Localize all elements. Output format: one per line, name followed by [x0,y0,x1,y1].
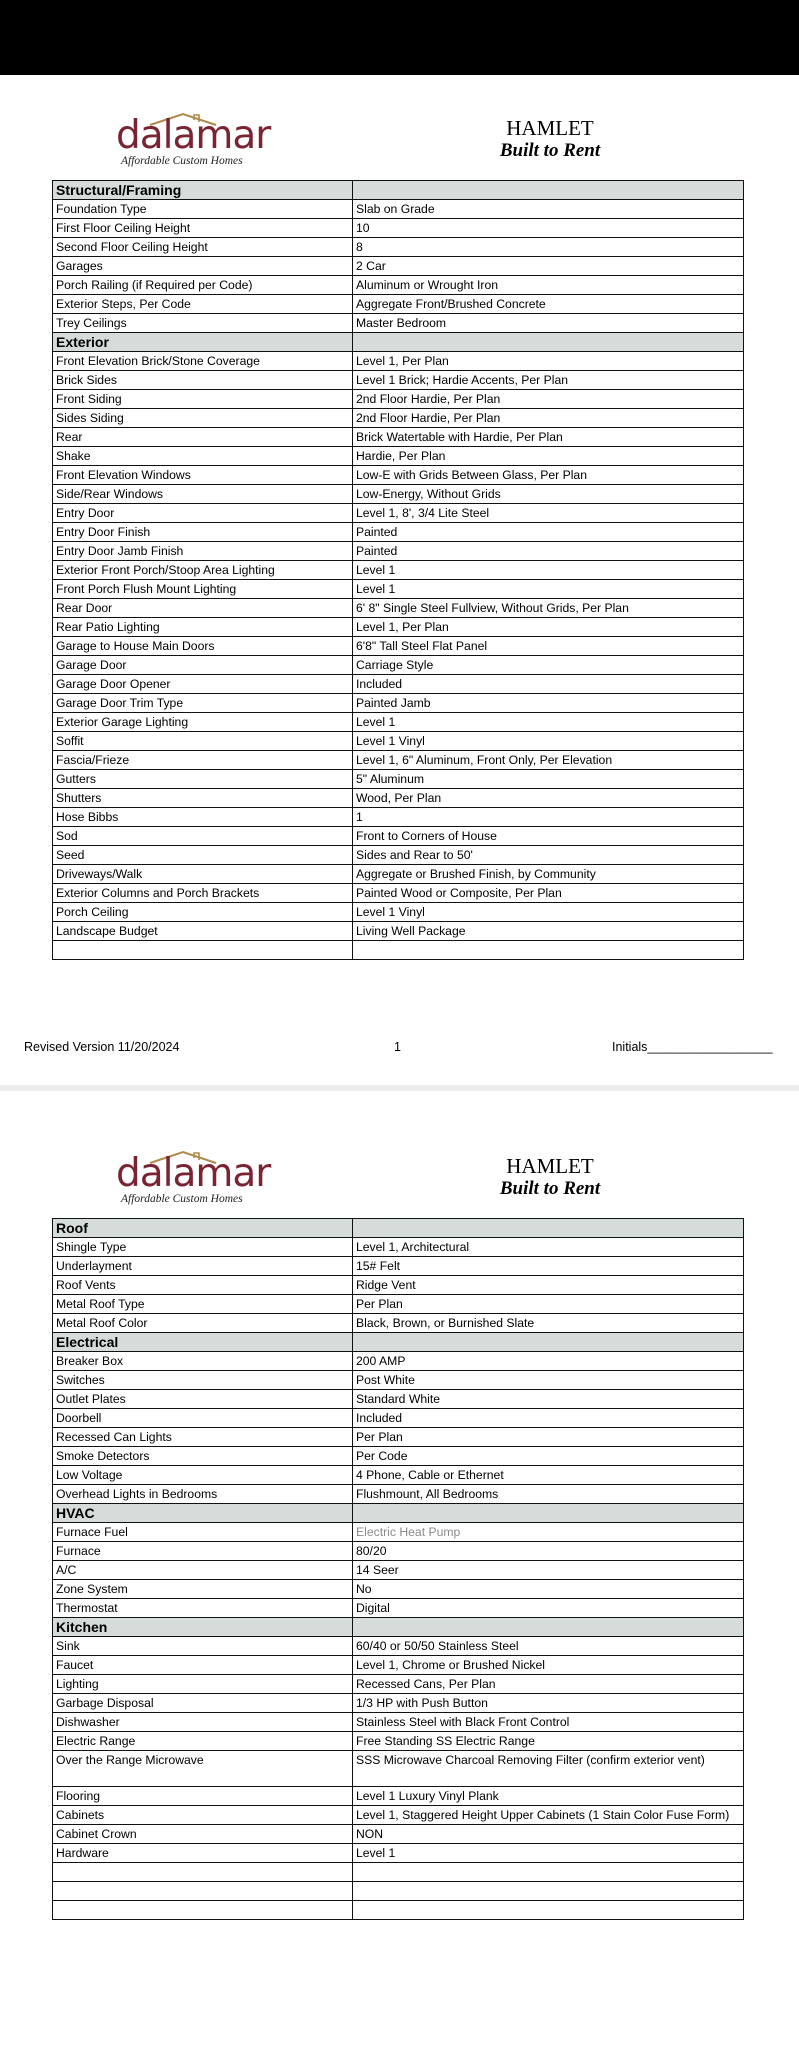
spec-value: Flushmount, All Bedrooms [353,1485,744,1504]
section-title: Structural/Framing [53,181,353,200]
spec-value: 10 [353,219,744,238]
spec-label: Shutters [53,789,353,808]
spec-label: Driveways/Walk [53,865,353,884]
spec-row [53,257,744,276]
spec-label: Entry Door [53,504,353,523]
spec-label: Cabinet Crown [53,1825,353,1844]
spec-label: Over the Range Microwave [53,1751,353,1787]
spec-row [53,561,744,580]
spec-value: Hardie, Per Plan [353,447,744,466]
spec-row [53,637,744,656]
dalamar-logo [116,1150,276,1210]
spec-row [53,1599,744,1618]
empty-cell [53,1901,353,1920]
spec-value: Level 1 Luxury Vinyl Plank [353,1787,744,1806]
spec-row [53,675,744,694]
section-header-row [53,1219,744,1238]
spec-row [53,1295,744,1314]
spec-value: Level 1, 6" Aluminum, Front Only, Per Elevation [353,751,744,770]
spec-value: Carriage Style [353,656,744,675]
spec-row [53,1825,744,1844]
spec-label: Rear [53,428,353,447]
spec-row [53,1732,744,1751]
spec-value: 1 [353,808,744,827]
spec-label: Fascia/Frieze [53,751,353,770]
spec-value: Level 1 [353,713,744,732]
spec-label: Garbage Disposal [53,1694,353,1713]
spec-row [53,1276,744,1295]
spec-label: Furnace [53,1542,353,1561]
page-number: 1 [394,1040,401,1054]
spec-row [53,732,744,751]
spec-value: Digital [353,1599,744,1618]
spec-value: Wood, Per Plan [353,789,744,808]
section-title: HVAC [53,1504,353,1523]
spec-value: 2nd Floor Hardie, Per Plan [353,390,744,409]
spec-row [53,903,744,922]
section-empty-cell [353,1333,744,1352]
spec-row [53,485,744,504]
spec-value: 1/3 HP with Push Button [353,1694,744,1713]
spec-label: Hose Bibbs [53,808,353,827]
spec-row [53,504,744,523]
spec-label: Garage to House Main Doors [53,637,353,656]
spec-value: Per Code [353,1447,744,1466]
empty-cell [53,1882,353,1901]
section-header-row [53,1618,744,1637]
blank-row [53,1901,744,1920]
spec-row [53,694,744,713]
spec-label: Gutters [53,770,353,789]
spec-row [53,599,744,618]
spec-value: Level 1 Vinyl [353,732,744,751]
spec-value: Painted Jamb [353,694,744,713]
spec-row [53,1806,744,1825]
spec-label: Breaker Box [53,1352,353,1371]
revised-version: Revised Version 11/20/2024 [24,1040,180,1054]
plan-name: HAMLET [506,116,594,140]
spec-label: Faucet [53,1656,353,1675]
spec-value: Electric Heat Pump [353,1523,744,1542]
spec-value: Included [353,1409,744,1428]
spec-label: Thermostat [53,1599,353,1618]
spec-label: Metal Roof Type [53,1295,353,1314]
section-header-row [53,333,744,352]
spec-label: Foundation Type [53,200,353,219]
logo-tagline: Affordable Custom Homes [121,1193,243,1205]
spec-value: Standard White [353,1390,744,1409]
spec-value: 60/40 or 50/50 Stainless Steel [353,1637,744,1656]
spec-label: Exterior Columns and Porch Brackets [53,884,353,903]
spec-label: Sink [53,1637,353,1656]
spec-value: Per Plan [353,1428,744,1447]
spec-row [53,656,744,675]
spec-row [53,865,744,884]
spec-row [53,1409,744,1428]
spec-label: Sod [53,827,353,846]
spec-label: Lighting [53,1675,353,1694]
spec-value: Recessed Cans, Per Plan [353,1675,744,1694]
spec-label: Recessed Can Lights [53,1428,353,1447]
spec-row [53,314,744,333]
spec-label: Garage Door Trim Type [53,694,353,713]
spec-label: Smoke Detectors [53,1447,353,1466]
plan-name: HAMLET [506,1154,594,1178]
spec-row [53,238,744,257]
spec-value: Level 1, Per Plan [353,618,744,637]
empty-cell [53,1863,353,1882]
spec-value: 5" Aluminum [353,770,744,789]
spec-label: Brick Sides [53,371,353,390]
spec-value: Front to Corners of House [353,827,744,846]
spec-value: Level 1, 8', 3/4 Lite Steel [353,504,744,523]
spec-value: Ridge Vent [353,1276,744,1295]
spec-label: A/C [53,1561,353,1580]
spec-row [53,1466,744,1485]
spec-table-page-2 [52,1218,744,1920]
spec-row [53,371,744,390]
empty-cell [353,941,744,960]
spec-label: Garages [53,257,353,276]
spec-row [53,922,744,941]
spec-row [53,1390,744,1409]
spec-row [53,1637,744,1656]
spec-label: Shingle Type [53,1238,353,1257]
spec-value: 8 [353,238,744,257]
spec-label: Electric Range [53,1732,353,1751]
spec-row [53,1656,744,1675]
section-empty-cell [353,1504,744,1523]
top-black-bar [0,0,799,75]
plan-header [480,116,620,162]
spec-label: Roof Vents [53,1276,353,1295]
spec-value: 15# Felt [353,1257,744,1276]
spec-value: Low-Energy, Without Grids [353,485,744,504]
spec-label: Metal Roof Color [53,1314,353,1333]
spec-value: Slab on Grade [353,200,744,219]
spec-label: Exterior Front Porch/Stoop Area Lighting [53,561,353,580]
spec-label: Underlayment [53,1257,353,1276]
spec-value: Free Standing SS Electric Range [353,1732,744,1751]
spec-row [53,1561,744,1580]
spec-row [53,770,744,789]
spec-label: Shake [53,447,353,466]
spec-row [53,1371,744,1390]
dalamar-logo [116,112,276,172]
spec-label: Doorbell [53,1409,353,1428]
spec-label: Furnace Fuel [53,1523,353,1542]
blank-row [53,941,744,960]
spec-label: Front Siding [53,390,353,409]
plan-subtitle: Built to Rent [499,140,601,161]
blank-row [53,1863,744,1882]
spec-row [53,1523,744,1542]
spec-label: Exterior Steps, Per Code [53,295,353,314]
spec-label: Side/Rear Windows [53,485,353,504]
spec-label: Landscape Budget [53,922,353,941]
spec-value: 6' 8" Single Steel Fullview, Without Grids, Per Plan [353,599,744,618]
plan-header [480,1154,620,1200]
spec-label: Front Porch Flush Mount Lighting [53,580,353,599]
spec-value: Low-E with Grids Between Glass, Per Plan [353,466,744,485]
spec-value: Stainless Steel with Black Front Control [353,1713,744,1732]
spec-label: Cabinets [53,1806,353,1825]
spec-value: Level 1, Architectural [353,1238,744,1257]
empty-cell [53,941,353,960]
spec-label: Rear Door [53,599,353,618]
section-title: Electrical [53,1333,353,1352]
spec-value: Brick Watertable with Hardie, Per Plan [353,428,744,447]
spec-row [53,751,744,770]
spec-row [53,789,744,808]
spec-value: Post White [353,1371,744,1390]
spec-label: Low Voltage [53,1466,353,1485]
section-title: Kitchen [53,1618,353,1637]
spec-row [53,1751,744,1787]
spec-row [53,1485,744,1504]
spec-value: Level 1 Brick; Hardie Accents, Per Plan [353,371,744,390]
spec-row [53,1542,744,1561]
spec-value: 2nd Floor Hardie, Per Plan [353,409,744,428]
empty-cell [353,1901,744,1920]
spec-row [53,276,744,295]
spec-value: NON [353,1825,744,1844]
spec-row [53,1447,744,1466]
spec-row [53,219,744,238]
page-separator [0,1085,799,1091]
spec-label: Exterior Garage Lighting [53,713,353,732]
spec-label: Outlet Plates [53,1390,353,1409]
spec-value: 14 Seer [353,1561,744,1580]
spec-value: Painted [353,542,744,561]
spec-label: Overhead Lights in Bedrooms [53,1485,353,1504]
spec-label: Zone System [53,1580,353,1599]
spec-row [53,542,744,561]
section-header-row [53,1504,744,1523]
spec-label: Entry Door Finish [53,523,353,542]
spec-row [53,713,744,732]
spec-row [53,618,744,637]
spec-value: Aluminum or Wrought Iron [353,276,744,295]
spec-label: Garage Door [53,656,353,675]
spec-value: Painted [353,523,744,542]
spec-value: Master Bedroom [353,314,744,333]
plan-subtitle: Built to Rent [499,1178,601,1199]
spec-row [53,390,744,409]
spec-label: Switches [53,1371,353,1390]
section-title: Roof [53,1219,353,1238]
spec-value: Level 1 Vinyl [353,903,744,922]
empty-cell [353,1882,744,1901]
spec-label: Trey Ceilings [53,314,353,333]
spec-row [53,1428,744,1447]
spec-label: Front Elevation Brick/Stone Coverage [53,352,353,371]
spec-row [53,1694,744,1713]
spec-value: Aggregate or Brushed Finish, by Community [353,865,744,884]
spec-value: 80/20 [353,1542,744,1561]
blank-row [53,1882,744,1901]
spec-value: Level 1, Per Plan [353,352,744,371]
spec-value: No [353,1580,744,1599]
spec-row [53,580,744,599]
spec-value: Level 1 [353,1844,744,1863]
spec-value: Aggregate Front/Brushed Concrete [353,295,744,314]
initials-line: Initials__________________ [612,1040,773,1054]
spec-value: Living Well Package [353,922,744,941]
spec-label: Hardware [53,1844,353,1863]
spec-row [53,1844,744,1863]
spec-label: Second Floor Ceiling Height [53,238,353,257]
spec-value: 200 AMP [353,1352,744,1371]
spec-label: Seed [53,846,353,865]
spec-value: Sides and Rear to 50' [353,846,744,865]
spec-table-page-1 [52,180,744,960]
spec-row [53,409,744,428]
spec-value: SSS Microwave Charcoal Removing Filter (confirm exterior vent) [353,1751,744,1787]
spec-row [53,846,744,865]
spec-value: 4 Phone, Cable or Ethernet [353,1466,744,1485]
spec-label: Flooring [53,1787,353,1806]
spec-row [53,352,744,371]
logo-wordmark: dalamar [116,113,271,158]
spec-label: Garage Door Opener [53,675,353,694]
spec-label: Porch Railing (if Required per Code) [53,276,353,295]
spec-label: Front Elevation Windows [53,466,353,485]
spec-label: Entry Door Jamb Finish [53,542,353,561]
spec-row [53,466,744,485]
empty-cell [353,1863,744,1882]
spec-row [53,1238,744,1257]
spec-value: Painted Wood or Composite, Per Plan [353,884,744,903]
spec-row [53,884,744,903]
spec-value: Level 1, Chrome or Brushed Nickel [353,1656,744,1675]
spec-row [53,1713,744,1732]
section-title: Exterior [53,333,353,352]
section-empty-cell [353,1618,744,1637]
logo-wordmark: dalamar [116,1151,271,1196]
spec-value: Black, Brown, or Burnished Slate [353,1314,744,1333]
spec-label: Porch Ceiling [53,903,353,922]
spec-value: 6'8" Tall Steel Flat Panel [353,637,744,656]
section-empty-cell [353,333,744,352]
spec-row [53,1314,744,1333]
spec-row [53,827,744,846]
spec-row [53,1787,744,1806]
spec-row [53,808,744,827]
spec-value: 2 Car [353,257,744,276]
spec-value: Per Plan [353,1295,744,1314]
section-empty-cell [353,1219,744,1238]
spec-row [53,1257,744,1276]
spec-label: Sides Siding [53,409,353,428]
spec-row [53,295,744,314]
spec-value: Level 1 [353,561,744,580]
spec-row [53,1352,744,1371]
spec-row [53,1675,744,1694]
spec-row [53,447,744,466]
spec-label: First Floor Ceiling Height [53,219,353,238]
logo-tagline: Affordable Custom Homes [121,155,243,167]
spec-row [53,428,744,447]
spec-label: Soffit [53,732,353,751]
spec-row [53,200,744,219]
spec-label: Rear Patio Lighting [53,618,353,637]
section-header-row [53,181,744,200]
spec-value: Level 1 [353,580,744,599]
spec-value: Included [353,675,744,694]
spec-label: Dishwasher [53,1713,353,1732]
spec-row [53,1580,744,1599]
spec-value: Level 1, Staggered Height Upper Cabinets (1 Stain Color Fuse Form) [353,1806,744,1825]
section-empty-cell [353,181,744,200]
section-header-row [53,1333,744,1352]
spec-row [53,523,744,542]
